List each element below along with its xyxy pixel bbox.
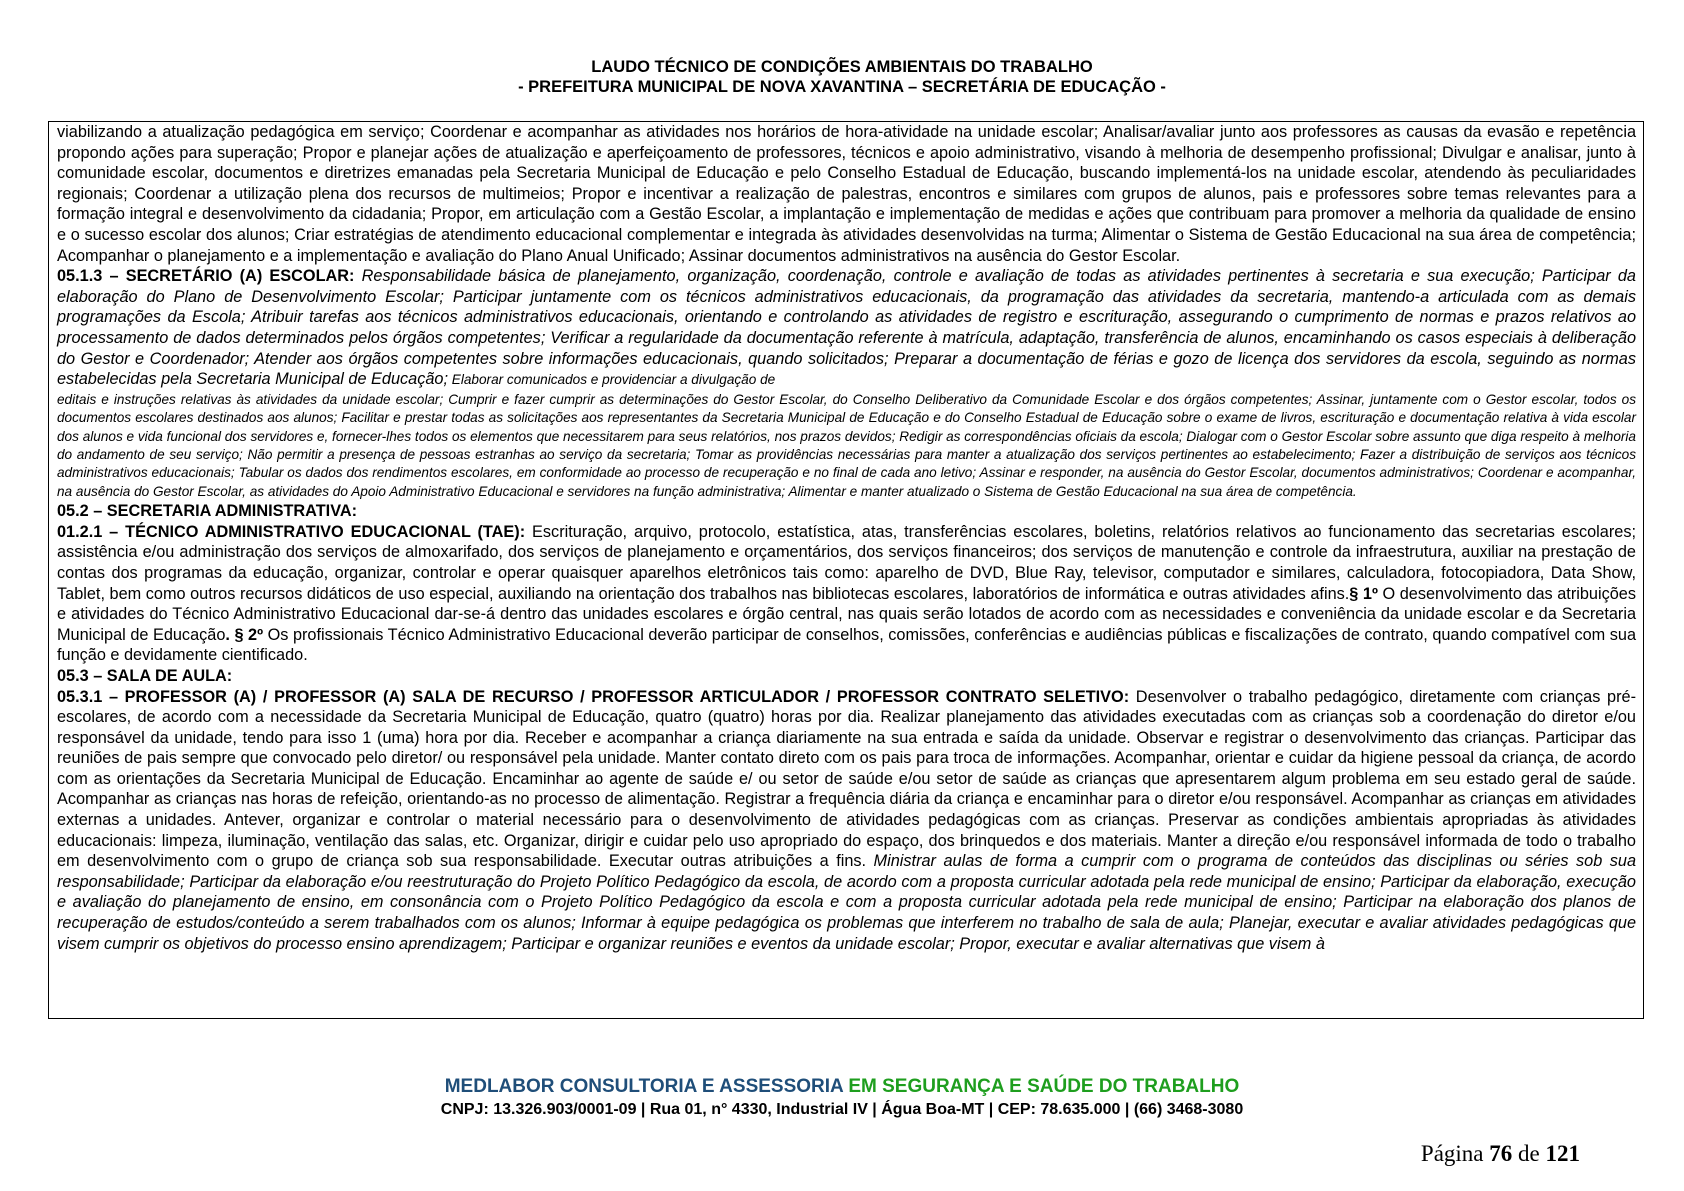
section-text-small: Elaborar comunicados e providenciar a divulgação de [448, 372, 776, 388]
paragraph-mark-1: § 1º [1349, 584, 1378, 603]
section-secretario-escolar-continued [57, 391, 1636, 501]
content-frame [48, 121, 1644, 1019]
footer-company: MEDLABOR CONSULTORIA E ASSESSORIA EM SEGURANÇA E SAÚDE DO TRABALHO [444, 1076, 1240, 1097]
section-text: Escrituração, arquivo, protocolo, estatística, atas, transferências escolares, boletins, relatórios relativos ao funcionamento das secretarias escolares; assistência e/ou administração dos serviços de almoxarifado, dos serviços de planejamento e orçamentários, dos serviços financeiros; dos serviços de manutenção e controle da infraestrutura, auxiliar na prestação de contas dos programas da educação, organizar, controlar e operar quaisquer aparelhos eletrônicos tais como: aparelho de DVD, Blue Ray, televisor, computador e similares, calculadora, fotocopiadora, Data Show, Tablet, bem como outros recursos didáticos de uso especial, auxiliando na orientação dos trabalhos nas bibliotecas escolares, laboratórios de informática e outras atividades afins. [57, 522, 1636, 603]
section-text: O desenvolvimento das atribuições e atividades do Técnico Administrativo Educacional dar-se-á dentro das unidades escolares e órgão central, nas quais serão lotados de acordo com as necessidades e conveniência da unidade escolar e da Secretaria Municipal de Educação [57, 584, 1636, 644]
section-text-italic: Ministrar aulas de forma a cumprir com o programa de conteúdos das disciplinas ou séries sob sua responsabilidade; Participar da elaboração e/ou reestruturação do Projeto Político Pedagógico da escola, de acordo com a proposta curricular adotada pela rede municipal de ensino; Participar da elaboração, execução e avaliação do planejamento de ensino, em consonância com o Projeto Político Pedagógico da escola e com a proposta curricular adotada pela rede municipal de ensino; Participar na elaboração dos planos de recuperação de estudos/conteúdo a serem trabalhados com os alunos; Informar à equipe pedagógica os problemas que interferem no trabalho de sala de aula; Planejar, executar e avaliar atividades pedagógicas que visem cumprir os objetivos do processo ensino aprendizagem; Participar e organizar reuniões e eventos da unidade escolar; Propor, executar e avaliar alternativas que visem à [57, 852, 1637, 953]
section-title: 05.3.1 – PROFESSOR (A) / PROFESSOR (A) SALA DE RECURSO / PROFESSOR ARTICULADOR / PROFESSOR CONTRATO SELETIVO: [57, 687, 1130, 706]
paragraph-text: viabilizando a atualização pedagógica em serviço; Coordenar e acompanhar as atividades nos horários de hora-atividade na unidade escolar; Analisar/avaliar junto aos professores as causas da evasão e repetência propondo ações para superação; Propor e planejar ações de atualização e aperfeiçoamento de professores, técnicos e apoio administrativo, visando à melhoria de desempenho profissional; Divulgar e analisar, junto à comunidade escolar, documentos e diretrizes emanadas pela Secretaria Municipal de Educação e pelo Conselho Estadual de Educação, buscando implementá-los na unidade escolar, atendendo às peculiaridades regionais; Coordenar a utilização plena dos recursos de multimeios; Propor e incentivar a realização de palestras, encontros e similares com grupos de alunos, pais e professores sobre temas relevantes para a formação integral e desenvolvimento da cidadania; Propor, em articulação com a Gestão Escolar, a implantação e implementação de medidas e ações que contribuam para promover a melhoria da qualidade de ensino e o sucesso escolar dos alunos; Criar estratégias de atendimento educacional complementar e integrada às atividades desenvolvidas na turma; Alimentar o Sistema de Gestão Educacional na sua área de competência; Acompanhar o planejamento e a implementação e avaliação do Plano Anual Unificado; Assinar documentos administrativos na ausência do Gestor Escolar. [57, 123, 1636, 265]
section-tae [57, 522, 1636, 666]
page-number: Página 76 de 121 [1420, 1141, 1580, 1166]
section-text: Desenvolver o trabalho pedagógico, diretamente com crianças pré-escolares, de acordo com a necessidade da Secretaria Municipal de Educação, quatro (quatro) horas por dia. Realizar planejamento das atividades executadas com as crianças sob a coordenação do diretor e/ou responsável da unidade, tendo para isso 1 (uma) hora por dia. Receber e acompanhar a criança diariamente na sua entrada e saída da unidade. Observar e registrar o desenvolvimento das crianças. Participar das reuniões de pais sempre que convocado pelo diretor/ ou responsável pela unidade. Manter contato direto com os pais para troca de informações. Acompanhar, orientar e cuidar da higiene pessoal da criança, de acordo com as orientações da Secretaria Municipal de Educação. Encaminhar ao agente de saúde e/ ou setor de saúde e/ou setor de saúde as crianças que apresentarem algum problema em seu estado geral de saúde. Acompanhar as crianças nas horas de refeição, orientando-as no processo de alimentação. Registrar a frequência diária da criança e encaminhar para o diretor e/ou responsável. Acompanhar as crianças em atividades externas a unidades. Antever, organizar e controlar o material necessário para o desenvolvimento de atividades pedagógicas com as crianças. Preservar as condições ambientais apropriadas às atividades educacionais: limpeza, iluminação, ventilação das salas, etc. Organizar, dirigir e cuidar pelo uso apropriado do espaço, dos brinquedos e dos materiais. Manter a direção e/ou responsável informada de todo o trabalho em desenvolvimento com o grupo de criança sob sua responsabilidade. Executar outras atribuições a fins. [57, 687, 1636, 871]
footer-contact-info: CNPJ: 13.326.903/0001-09 | Rua 01, n° 4330, Industrial IV | Água Boa-MT | CEP: 78.635.000 | (66) 3468-3080 [440, 1101, 1244, 1118]
section-text: Responsabilidade básica de planejamento, organização, coordenação, controle e avaliação de todas as atividades pertinentes à secretaria e sua execução; Participar da elaboração do Plano de Desenvolvimento Escolar; Participar juntamente com os técnicos administrativos educacionais, da programação das atividades da secretaria, mantendo-a articulada com as demais programações da Escola; Atribuir tarefas aos técnicos administrativos educacionais, orientando e controlando as atividades de registro e escrituração, assegurando o cumprimento de normas e prazos relativos ao processamento de dados determinados pelos órgãos competentes; Verificar a regularidade da documentação referente à matrícula, adaptação, transferência de alunos, encaminhando os casos especiais à deliberação do Gestor e Coordenador; Atender aos órgãos competentes sobre informações educacionais, quando solicitados; Preparar a documentação de férias e gozo de licença dos servidores da escola, seguindo as normas estabelecidas pela Secretaria Municipal de Educação; [57, 267, 1636, 389]
document-footer [0, 1075, 1684, 1121]
section-text: Os profissionais Técnico Administrativo Educacional deverão participar de conselhos, comissões, conferências e audiências públicas e fiscalizações de contrato, quando compatível com sua função e devidamente cientificado. [57, 625, 1636, 665]
section-text-small: editais e instruções relativas às atividades da unidade escolar; Cumprir e fazer cumprir as determinações do Gestor Escolar, do Conselho Deliberativo da Comunidade Escolar e dos órgãos competentes; Assinar, juntamente com o Gestor escolar, todos os documentos escolares destinados aos alunos; Facilitar e prestar todas as solicitações aos representantes da Secretaria Municipal de Educação e do Conselho Estadual de Educação sobre o exame de livros, escrituração e documentação relativa à vida escolar dos alunos e vida funcional dos servidores e, fornecer-lhes todos os elementos que necessitarem para seus relatórios, nos prazos devidos; Redigir as correspondências oficiais da escola; Dialogar com o Gestor Escolar sobre assunto que diga respeito à melhoria do andamento de seu serviço; Não permitir a presença de pessoas estranhas ao serviço da secretaria; Tomar as providências necessárias para manter a atualização dos serviços pertinentes ao estabelecimento; Fazer a distribuição de serviços aos técnicos administrativos educacionais; Tabular os dados dos rendimentos escolares, em conformidade ao processo de recuperação e no final de cada ano letivo; Assinar e responder, na ausência do Gestor Escolar, documentos administrativos; Coordenar e acompanhar, na ausência do Gestor Escolar, as atividades do Apoio Administrativo Educacional e servidores na função administrativa; Alimentar e manter atualizado o Sistema de Gestão Educacional na sua área de competência. [57, 391, 1636, 499]
section-title: 05.1.3 – SECRETÁRIO (A) ESCOLAR: [57, 267, 355, 286]
document-header [0, 57, 1684, 97]
header-title: LAUDO TÉCNICO DE CONDIÇÕES AMBIENTAIS DO TRABALHO [591, 58, 1093, 76]
section-professor [57, 687, 1636, 955]
paragraph-coordinator-continued [57, 122, 1636, 266]
heading-sala-de-aula: 05.3 – SALA DE AULA: [57, 666, 233, 685]
section-secretario-escolar [57, 266, 1636, 391]
paragraph-mark-2: . § 2º [225, 625, 264, 644]
header-subtitle: - PREFEITURA MUNICIPAL DE NOVA XAVANTINA – SECRETÁRIA DE EDUCAÇÃO - [518, 78, 1166, 96]
heading-secretaria-administrativa: 05.2 – SECRETARIA ADMINISTRATIVA: [57, 502, 358, 521]
section-title: 01.2.1 – TÉCNICO ADMINISTRATIVO EDUCACIONAL (TAE): [57, 522, 526, 541]
